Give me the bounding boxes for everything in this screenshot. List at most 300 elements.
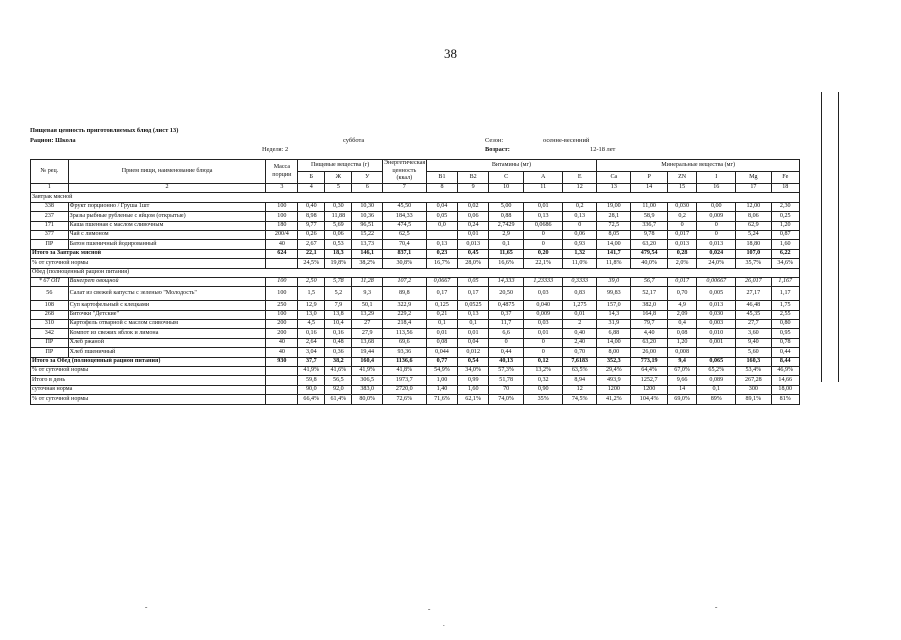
table-cell: 0,01	[524, 202, 563, 211]
table-row	[31, 277, 800, 286]
table-cell: 57,3%	[488, 367, 523, 376]
table-cell: 2,0%	[667, 259, 696, 268]
table-cell: 0,01	[458, 230, 489, 239]
page-number: 38	[444, 46, 457, 61]
table-cell: 61,4%	[325, 395, 352, 404]
table-cell: ПР	[31, 338, 69, 347]
summary-row	[31, 385, 800, 394]
table-cell: Салат из свежей капусты с зеленью "Молодость"	[68, 287, 266, 301]
table-cell: 0	[697, 221, 736, 230]
column-number-row	[31, 184, 800, 193]
table-row	[31, 301, 800, 310]
total-row	[31, 357, 800, 366]
table-cell: 69,6	[383, 338, 427, 347]
table-cell: 342	[31, 329, 69, 338]
table-cell: 184,33	[383, 212, 427, 221]
table-cell: 306,5	[352, 376, 383, 385]
table-cell: 38,2%	[352, 259, 383, 268]
table-cell: 0,005	[697, 287, 736, 301]
section-title-row	[31, 268, 800, 277]
col-a: A	[524, 172, 563, 184]
table-cell: 71,6%	[426, 395, 458, 404]
table-cell: 0,06	[458, 212, 489, 221]
table-cell: 0,04	[458, 338, 489, 347]
table-cell: 100	[266, 287, 298, 301]
table-cell: 474,5	[383, 221, 427, 230]
table-cell: 2,9	[488, 230, 523, 239]
table-cell: 18,80	[736, 240, 771, 249]
table-cell: 1136,6	[383, 357, 427, 366]
table-cell: 322,9	[383, 301, 427, 310]
col-portion: Масса порции	[266, 160, 298, 184]
age-label: Возраст:	[485, 146, 510, 153]
table-cell: 1,40	[426, 385, 458, 394]
table-cell: 0,00	[697, 202, 736, 211]
table-cell: 0,01	[563, 310, 597, 319]
table-cell: 70	[488, 385, 523, 394]
table-cell: 0,90	[524, 385, 563, 394]
table-cell: Биточки "Детские"	[68, 310, 266, 319]
table-cell: 0,03	[524, 287, 563, 301]
table-cell: 27,9	[352, 329, 383, 338]
table-cell: 9,66	[667, 376, 696, 385]
table-cell: 0,44	[771, 348, 799, 357]
col-recipe: № рец.	[31, 160, 69, 184]
table-cell: 41,8%	[383, 367, 427, 376]
table-cell: 8,06	[736, 212, 771, 221]
table-cell: 338	[31, 202, 69, 211]
table-cell: 2720,0	[383, 385, 427, 394]
table-cell: 30,8%	[383, 259, 427, 268]
table-cell: 0,40	[563, 329, 597, 338]
table-cell: 0	[524, 240, 563, 249]
table-cell: 180	[266, 221, 298, 230]
table-cell: 0,089	[697, 376, 736, 385]
table-cell: 6,22	[771, 249, 799, 258]
nutrition-table	[30, 159, 800, 405]
table-cell: 0	[488, 338, 523, 347]
table-cell: 13,2%	[524, 367, 563, 376]
table-cell: 0,13	[563, 212, 597, 221]
table-cell: 0,16	[325, 329, 352, 338]
table-cell: 11,88	[325, 212, 352, 221]
table-cell: 0,02	[458, 202, 489, 211]
table-cell: 0,45	[458, 249, 489, 258]
table-cell: 0,17	[426, 287, 458, 301]
table-cell: 13,73	[352, 240, 383, 249]
total-label: Итого за Завтрак мясной	[31, 249, 266, 258]
table-cell: 56,5	[325, 376, 352, 385]
table-cell: Чай с лимоном	[68, 230, 266, 239]
table-cell: 0,16	[298, 329, 325, 338]
margin-rule-left	[821, 92, 822, 382]
table-cell: 0,01	[524, 329, 563, 338]
table-cell: 15,22	[352, 230, 383, 239]
table-cell: 479,54	[631, 249, 668, 258]
col-dish: Прием пищи, наименование блюда	[68, 160, 266, 184]
table-cell: 0,010	[697, 329, 736, 338]
week-label: Неделя: 2	[262, 146, 289, 153]
table-cell: 35,7%	[736, 259, 771, 268]
table-cell: 0,030	[697, 310, 736, 319]
table-cell: 0,12	[524, 357, 563, 366]
total-label: Итого за Обед (полноценный рацион питания)	[31, 357, 266, 366]
table-cell: 0,13	[426, 240, 458, 249]
table-cell: Фрукт порционно / Груша 1шт	[68, 202, 266, 211]
table-cell: 0,00667	[697, 277, 736, 286]
table-cell: 383,0	[352, 385, 383, 394]
table-cell: 141,7	[597, 249, 631, 258]
table-cell	[266, 385, 298, 394]
table-cell: 9,40	[736, 338, 771, 347]
table-cell: 53,4%	[736, 367, 771, 376]
table-cell: 7,9	[325, 301, 352, 310]
table-cell: 0,01	[458, 329, 489, 338]
table-cell: 9,78	[631, 230, 668, 239]
table-cell: 0,008	[667, 348, 696, 357]
table-cell: 0	[563, 221, 597, 230]
table-row	[31, 212, 800, 221]
table-cell: 1,60	[771, 240, 799, 249]
table-cell: 107,2	[383, 277, 427, 286]
table-cell: 0,013	[697, 301, 736, 310]
table-cell: 0,17	[458, 287, 489, 301]
table-cell: 63,5%	[563, 367, 597, 376]
table-cell: 62,1%	[458, 395, 489, 404]
table-cell: 9,3	[352, 287, 383, 301]
table-cell: 0,017	[667, 277, 696, 286]
table-cell: 0,125	[426, 301, 458, 310]
table-cell: 0,1	[458, 320, 489, 329]
table-cell: 26,00	[631, 348, 668, 357]
table-cell: 74,0%	[488, 395, 523, 404]
table-cell: 8,00	[597, 348, 631, 357]
table-row	[31, 202, 800, 211]
table-cell: 0,21	[426, 310, 458, 319]
table-cell: 1,275	[563, 301, 597, 310]
table-cell: 5,24	[736, 230, 771, 239]
table-cell: 930	[266, 357, 298, 366]
table-cell: 1,00	[426, 376, 458, 385]
table-cell: 1973,7	[383, 376, 427, 385]
table-cell: 1252,7	[631, 376, 668, 385]
table-cell: 89,1%	[736, 395, 771, 404]
col-protein: Б	[298, 172, 325, 184]
table-cell: 27	[352, 320, 383, 329]
column-number: 13	[597, 184, 631, 193]
table-cell: 0,0667	[426, 277, 458, 286]
table-cell: 100	[266, 277, 298, 286]
column-number: 11	[524, 184, 563, 193]
table-cell: Хлеб пшеничный	[68, 348, 266, 357]
table-cell: Суп картофельный с клецками	[68, 301, 266, 310]
table-cell: 0,003	[697, 320, 736, 329]
table-cell: 62,5	[383, 230, 427, 239]
summary-label: суточная норма	[31, 385, 266, 394]
table-cell: 0,013	[667, 240, 696, 249]
table-cell: 40,0%	[631, 259, 668, 268]
table-cell: 0,4	[667, 320, 696, 329]
table-cell: 237	[31, 212, 69, 221]
table-cell: 268	[31, 310, 69, 319]
table-cell: 0,0525	[458, 301, 489, 310]
table-cell: 0,13	[458, 310, 489, 319]
table-cell: 2	[563, 320, 597, 329]
table-cell: 41,9%	[352, 367, 383, 376]
table-cell: 0,93	[563, 240, 597, 249]
table-cell: 63,20	[631, 338, 668, 347]
table-cell: 6,6	[488, 329, 523, 338]
section-title: Обед (полноценный рацион питания)	[31, 268, 800, 277]
scan-mark: ˇ	[715, 606, 718, 614]
table-cell: 0,40	[298, 202, 325, 211]
table-cell: Каша пшенная с маслом сливочным	[68, 221, 266, 230]
percent-label: % от суточной нормы	[31, 367, 266, 376]
table-cell: 0,80	[771, 320, 799, 329]
column-number: 9	[458, 184, 489, 193]
table-cell: 0,009	[697, 212, 736, 221]
table-cell: 89%	[697, 395, 736, 404]
table-cell: 22,1	[298, 249, 325, 258]
table-cell: 24,0%	[697, 259, 736, 268]
table-cell: 93,36	[383, 348, 427, 357]
table-cell: * 67 ОП	[31, 277, 69, 286]
table-cell: 27,17	[736, 287, 771, 301]
table-cell: 218,4	[383, 320, 427, 329]
table-cell: 0,05	[458, 277, 489, 286]
table-cell: 160,4	[352, 357, 383, 366]
column-number: 12	[563, 184, 597, 193]
table-cell: 18,00	[771, 385, 799, 394]
table-row	[31, 348, 800, 357]
scan-mark: ˇ	[145, 606, 148, 614]
table-cell: 56,7	[631, 277, 668, 286]
column-number: 17	[736, 184, 771, 193]
table-cell: 1,167	[771, 277, 799, 286]
table-cell: 0,32	[524, 376, 563, 385]
table-cell: 90,0	[298, 385, 325, 394]
total-row	[31, 249, 800, 258]
table-cell: 7,6183	[563, 357, 597, 366]
col-c: C	[488, 172, 523, 184]
table-cell: 12,9	[298, 301, 325, 310]
table-cell: 1,17	[771, 287, 799, 301]
table-cell: 70,4	[383, 240, 427, 249]
table-cell: 10,4	[325, 320, 352, 329]
table-cell: 0,009	[524, 310, 563, 319]
table-cell: Винегрет овощной	[68, 277, 266, 286]
table-cell: 0,1	[697, 385, 736, 394]
table-cell: 0,04	[426, 202, 458, 211]
table-cell: 80,0%	[352, 395, 383, 404]
document-title: Пищевая ценность приготовляемых блюд (лист 13)	[30, 127, 179, 134]
table-cell: 40	[266, 240, 298, 249]
table-cell: 1200	[597, 385, 631, 394]
table-cell: 13,8	[325, 310, 352, 319]
table-cell: 11,0%	[563, 259, 597, 268]
column-number: 3	[266, 184, 298, 193]
table-cell: ПР	[31, 348, 69, 357]
section-title-row	[31, 193, 800, 202]
table-cell: 24,5%	[298, 259, 325, 268]
col-i: I	[697, 172, 736, 184]
table-cell: 493,9	[597, 376, 631, 385]
table-cell: 45,50	[383, 202, 427, 211]
summary-row	[31, 395, 800, 404]
table-cell: 0,4875	[488, 301, 523, 310]
table-cell: 113,56	[383, 329, 427, 338]
table-cell: 250	[266, 301, 298, 310]
column-number: 2	[68, 184, 266, 193]
column-number: 15	[667, 184, 696, 193]
table-row	[31, 310, 800, 319]
table-cell: 14,00	[597, 338, 631, 347]
table-cell: 382,0	[631, 301, 668, 310]
table-cell: 14	[667, 385, 696, 394]
table-cell: Зразы рыбные рубленые с яйцом (открытые)	[68, 212, 266, 221]
table-cell: 56	[31, 287, 69, 301]
table-cell: 14,00	[597, 240, 631, 249]
table-cell: 0,24	[458, 221, 489, 230]
table-cell: 19,00	[597, 202, 631, 211]
table-cell: 58,9	[631, 212, 668, 221]
table-cell: 27,7	[736, 320, 771, 329]
table-cell: 51,78	[488, 376, 523, 385]
summary-label: Итого в день	[31, 376, 266, 385]
table-cell: 5,78	[325, 277, 352, 286]
table-cell: 72,5	[597, 221, 631, 230]
table-cell: 18,3	[325, 249, 352, 258]
table-cell: 0	[524, 348, 563, 357]
table-cell: 50,1	[352, 301, 383, 310]
summary-label: % от суточной нормы	[31, 395, 266, 404]
table-cell: 0,012	[458, 348, 489, 357]
table-cell: 352,3	[597, 357, 631, 366]
table-cell: 267,28	[736, 376, 771, 385]
table-row	[31, 338, 800, 347]
table-cell: 20,50	[488, 287, 523, 301]
table-cell: 4,5	[298, 320, 325, 329]
table-cell	[266, 259, 298, 268]
table-cell	[426, 230, 458, 239]
table-cell: 0,95	[771, 329, 799, 338]
table-cell: 96,51	[352, 221, 383, 230]
table-cell: 8,94	[563, 376, 597, 385]
column-number: 14	[631, 184, 668, 193]
table-cell: 92,0	[325, 385, 352, 394]
table-cell: 0	[524, 230, 563, 239]
table-cell: 0,013	[458, 240, 489, 249]
table-cell: 72,6%	[383, 395, 427, 404]
table-cell: 16,6%	[488, 259, 523, 268]
table-cell: 11,65	[488, 249, 523, 258]
table-cell: 74,5%	[563, 395, 597, 404]
table-cell: 12	[563, 385, 597, 394]
table-cell: 0,37	[488, 310, 523, 319]
table-cell: 0,03	[524, 320, 563, 329]
table-cell: 0,78	[771, 338, 799, 347]
table-cell	[266, 367, 298, 376]
table-cell: 624	[266, 249, 298, 258]
table-cell: 12,00	[736, 202, 771, 211]
table-cell: 2,64	[298, 338, 325, 347]
table-row	[31, 287, 800, 301]
table-cell: 0,48	[325, 338, 352, 347]
table-row	[31, 230, 800, 239]
table-cell: 300	[736, 385, 771, 394]
table-cell: 0,08	[426, 338, 458, 347]
table-cell: 34,0%	[458, 367, 489, 376]
table-cell: 0,54	[458, 357, 489, 366]
table-cell: 14,3	[597, 310, 631, 319]
table-row	[31, 320, 800, 329]
table-cell	[266, 395, 298, 404]
column-number: 5	[325, 184, 352, 193]
col-p: P	[631, 172, 668, 184]
table-cell: 100	[266, 310, 298, 319]
table-cell: 41,9%	[298, 367, 325, 376]
col-ca: Ca	[597, 172, 631, 184]
table-cell: 46,9%	[771, 367, 799, 376]
table-cell: 16,7%	[426, 259, 458, 268]
table-cell: 8,98	[298, 212, 325, 221]
table-cell: 5,00	[488, 202, 523, 211]
col-vitamins: Витамины (мг)	[426, 160, 597, 172]
table-cell: 14,66	[771, 376, 799, 385]
section-title: Завтрак мясной	[31, 193, 800, 202]
table-cell: 8,44	[771, 357, 799, 366]
table-cell: Картофель отварной с маслом сливочным	[68, 320, 266, 329]
table-cell: 773,19	[631, 357, 668, 366]
table-cell: 200	[266, 329, 298, 338]
table-cell: 10,30	[352, 202, 383, 211]
table-cell: 5,60	[736, 348, 771, 357]
table-cell: 0	[697, 230, 736, 239]
table-cell: 66,4%	[298, 395, 325, 404]
table-cell: 4,40	[631, 329, 668, 338]
table-cell: 34,6%	[771, 259, 799, 268]
table-cell: 13,29	[352, 310, 383, 319]
percent-label: % от суточной нормы	[31, 259, 266, 268]
col-carbs: У	[352, 172, 383, 184]
table-cell: 0,06	[325, 230, 352, 239]
table-cell: 0,53	[325, 240, 352, 249]
table-cell: 0,044	[426, 348, 458, 357]
table-cell: 0,99	[458, 376, 489, 385]
table-cell: 0,77	[426, 357, 458, 366]
ration-label: Рацион: Школа	[30, 137, 76, 144]
table-cell: 19,44	[352, 348, 383, 357]
day-name: суббота	[343, 137, 365, 144]
table-cell: 40,13	[488, 357, 523, 366]
table-cell: 0,70	[667, 287, 696, 301]
table-cell: 0,3333	[563, 277, 597, 286]
column-number: 4	[298, 184, 325, 193]
table-cell: 81%	[771, 395, 799, 404]
season-label: Сезон:	[485, 137, 504, 144]
table-cell: 5,69	[325, 221, 352, 230]
table-cell: 52,17	[631, 287, 668, 301]
table-cell: 0,05	[426, 212, 458, 221]
table-cell: 157,0	[597, 301, 631, 310]
table-cell: 39,0	[597, 277, 631, 286]
table-cell: 0,013	[697, 240, 736, 249]
table-cell: 171	[31, 221, 69, 230]
table-cell: 40	[266, 348, 298, 357]
table-cell: 59,8	[298, 376, 325, 385]
column-number: 10	[488, 184, 523, 193]
table-cell: 1,23333	[524, 277, 563, 286]
